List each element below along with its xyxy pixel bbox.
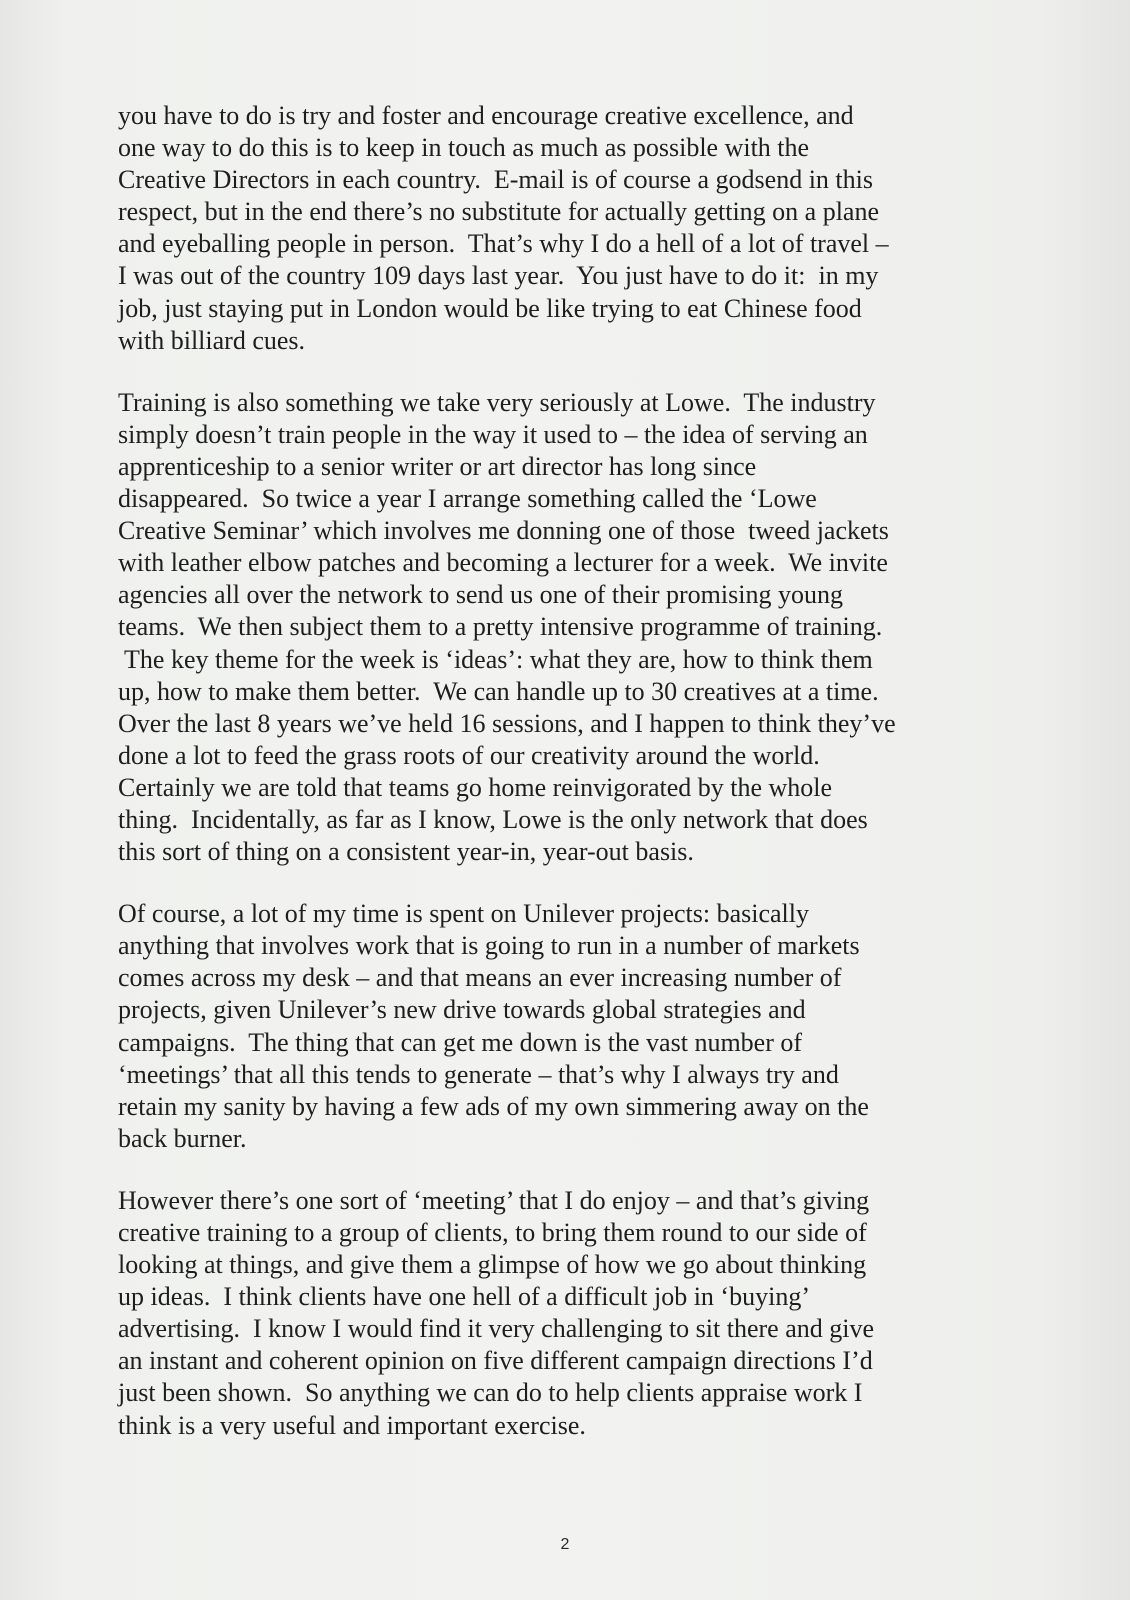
text-line: retain my sanity by having a few ads of my own simmering away on the bbox=[118, 1091, 869, 1121]
text-line: thing. Incidentally, as far as I know, Lowe is the only network that does bbox=[118, 804, 868, 834]
text-line: agencies all over the network to send us one of their promising young bbox=[118, 580, 843, 610]
text-line: campaigns. The thing that can get me down is the vast number of bbox=[118, 1027, 803, 1057]
paragraph bbox=[118, 898, 1018, 1155]
text-line: simply doesn’t train people in the way it used to – the idea of serving an bbox=[118, 419, 868, 449]
text-line: ‘meetings’ that all this tends to generate – that’s why I always try and bbox=[118, 1059, 839, 1089]
text-line: Training is also something we take very seriously at Lowe. The industry bbox=[118, 387, 876, 417]
text-line: job, just staying put in London would be like trying to eat Chinese food bbox=[118, 293, 862, 323]
text-line: this sort of thing on a consistent year-in, year-out basis. bbox=[118, 837, 694, 867]
text-line: The key theme for the week is ‘ideas’: what they are, how to think them bbox=[118, 644, 873, 674]
text-line: you have to do is try and foster and encourage creative excellence, and bbox=[118, 101, 854, 130]
text-line: apprenticeship to a senior writer or art director has long since bbox=[118, 451, 757, 481]
text-line: anything that involves work that is going to run in a number of markets bbox=[118, 931, 860, 961]
paragraph bbox=[118, 100, 1018, 357]
text-line: respect, but in the end there’s no substitute for actually getting on a plane bbox=[118, 197, 880, 227]
paragraph bbox=[118, 1185, 1018, 1442]
text-line: Creative Seminar’ which involves me donning one of those tweed jackets bbox=[118, 516, 889, 546]
text-line: one way to do this is to keep in touch as much as possible with the bbox=[118, 133, 810, 163]
text-line: done a lot to feed the grass roots of our creativity around the world. bbox=[118, 740, 820, 770]
text-line: However there’s one sort of ‘meeting’ that I do enjoy – and that’s giving bbox=[118, 1185, 870, 1215]
text-line: with leather elbow patches and becoming a lecturer for a week. We invite bbox=[118, 548, 888, 578]
text-line: disappeared. So twice a year I arrange something called the ‘Lowe bbox=[118, 484, 817, 514]
text-line: an instant and coherent opinion on five different campaign directions I’d bbox=[118, 1346, 873, 1376]
text-line: Over the last 8 years we’ve held 16 sessions, and I happen to think they’ve bbox=[118, 708, 896, 738]
paragraph bbox=[118, 387, 1018, 868]
text-line: Of course, a lot of my time is spent on Unilever projects: basically bbox=[118, 899, 809, 929]
body-text bbox=[118, 100, 1018, 1472]
text-line: just been shown. So anything we can do to help clients appraise work I bbox=[118, 1378, 863, 1408]
text-line: Certainly we are told that teams go home reinvigorated by the whole bbox=[118, 772, 833, 802]
text-line: and eyeballing people in person. That’s why I do a hell of a lot of travel – bbox=[118, 229, 889, 259]
text-line: up ideas. I think clients have one hell of a difficult job in ‘buying’ bbox=[118, 1282, 810, 1312]
text-line: looking at things, and give them a glimpse of how we go about thinking bbox=[118, 1250, 867, 1280]
text-line: I was out of the country 109 days last year. You just have to do it: in my bbox=[118, 261, 879, 291]
text-line: up, how to make them better. We can handle up to 30 creatives at a time. bbox=[118, 676, 879, 706]
page-number: 2 bbox=[560, 1536, 570, 1553]
text-line: think is a very useful and important exercise. bbox=[118, 1410, 586, 1440]
text-line: advertising. I know I would find it very challenging to sit there and give bbox=[118, 1314, 874, 1344]
text-line: with billiard cues. bbox=[118, 325, 306, 355]
text-line: projects, given Unilever’s new drive towards global strategies and bbox=[118, 995, 806, 1025]
text-line: back burner. bbox=[118, 1123, 247, 1153]
text-line: comes across my desk – and that means an ever increasing number of bbox=[118, 963, 842, 993]
text-line: creative training to a group of clients, to bring them round to our side of bbox=[118, 1218, 867, 1247]
text-line: teams. We then subject them to a pretty intensive programme of training. bbox=[118, 612, 883, 642]
text-line: Creative Directors in each country. E-mail is of course a godsend in this bbox=[118, 165, 873, 195]
